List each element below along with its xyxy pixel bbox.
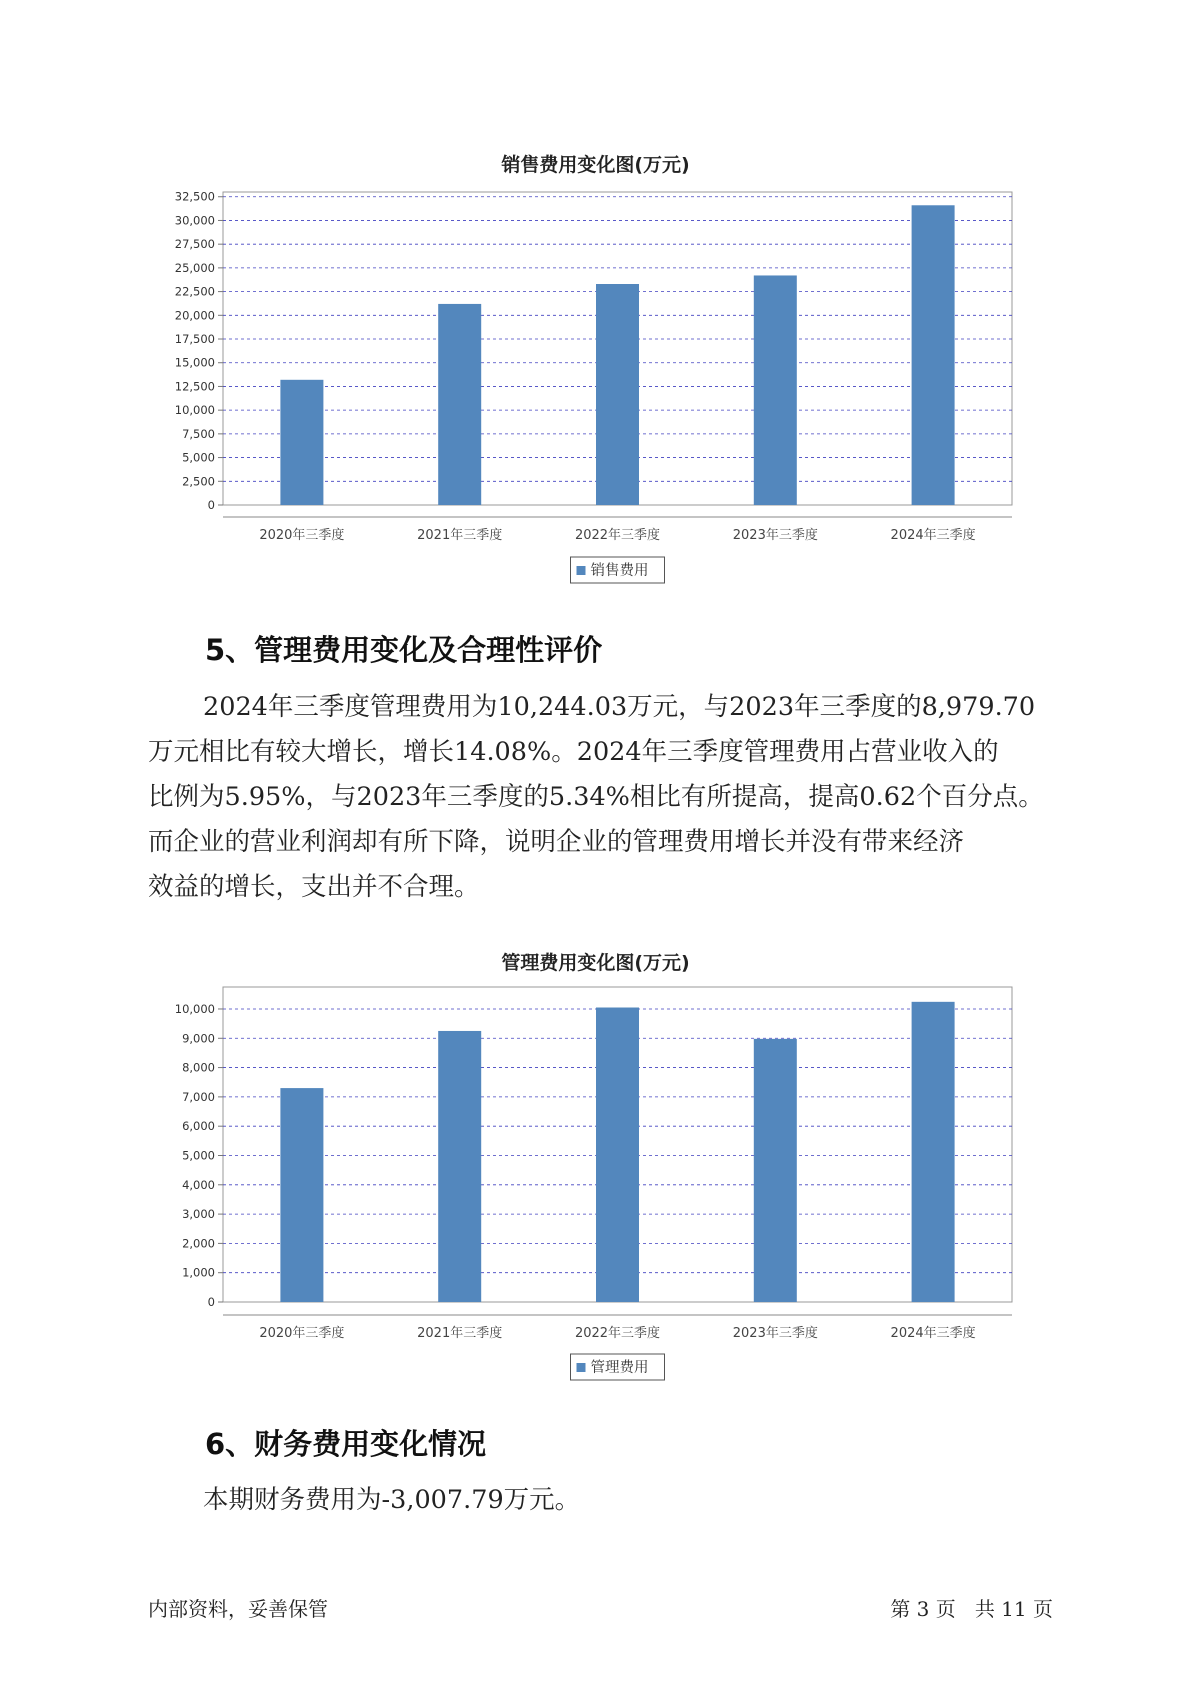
y-tick-label: 2,000 <box>182 1236 215 1251</box>
section-6-heading: 6、财务费用变化情况 <box>205 1427 487 1461</box>
y-tick-label: 0 <box>207 498 215 512</box>
x-tick-label: 2024年三季度 <box>890 528 976 543</box>
x-tick-label: 2024年三季度 <box>890 1326 976 1341</box>
y-tick-label: 5,000 <box>182 450 215 465</box>
y-tick-label: 12,500 <box>174 379 215 394</box>
y-tick-label: 5,000 <box>182 1148 215 1163</box>
section-5-heading: 5、管理费用变化及合理性评价 <box>205 633 603 667</box>
y-tick-label: 3,000 <box>182 1207 215 1222</box>
y-tick-label: 20,000 <box>174 308 215 323</box>
y-tick-label: 10,000 <box>174 1001 215 1016</box>
y-tick-label: 2,500 <box>182 474 215 489</box>
y-tick-label: 9,000 <box>182 1031 215 1046</box>
y-tick-label: 4,000 <box>182 1177 215 1192</box>
x-tick-label: 2022年三季度 <box>574 1326 661 1341</box>
y-tick-label: 8,000 <box>182 1060 215 1075</box>
paragraph-line: 万元相比有较大增长，增长14.08%。2024年三季度管理费用占营业收入的 <box>148 737 999 767</box>
legend-label: 销售费用 <box>590 563 649 579</box>
y-tick-label: 7,500 <box>182 426 215 441</box>
y-tick-label: 1,000 <box>182 1265 215 1280</box>
y-tick-label: 25,000 <box>174 260 215 275</box>
x-tick-label: 2021年三季度 <box>417 528 503 543</box>
footer-confidential: 内部资料，妥善保管 <box>148 1597 328 1621</box>
y-tick-label: 17,500 <box>174 332 215 347</box>
y-tick-label: 15,000 <box>174 355 215 370</box>
legend-label: 管理费用 <box>590 1360 649 1376</box>
bar-2020年三季度 <box>280 1088 323 1302</box>
paragraph-line: 比例为5.95%，与2023年三季度的5.34%相比有所提高，提高0.62个百分点。 <box>148 782 1044 812</box>
y-tick-label: 27,500 <box>174 237 215 252</box>
paragraph-line: 效益的增长，支出并不合理。 <box>148 872 480 902</box>
paragraph-line: 2024年三季度管理费用为10,244.03万元，与2023年三季度的8,979.70 <box>203 692 1036 722</box>
y-tick-label: 6,000 <box>182 1119 215 1134</box>
x-tick-label: 2021年三季度 <box>417 1326 503 1341</box>
y-tick-label: 22,500 <box>174 284 215 299</box>
bar-2021年三季度 <box>438 1031 481 1302</box>
bar-2023年三季度 <box>754 1039 797 1302</box>
y-tick-label: 0 <box>207 1295 215 1309</box>
x-tick-label: 2020年三季度 <box>259 528 345 543</box>
y-tick-label: 7,000 <box>182 1089 215 1104</box>
x-tick-label: 2023年三季度 <box>732 528 818 543</box>
bar-2022年三季度 <box>596 1008 639 1302</box>
legend-swatch <box>577 1363 586 1372</box>
y-tick-label: 10,000 <box>174 403 215 418</box>
y-tick-label: 30,000 <box>174 213 215 228</box>
x-tick-label: 2022年三季度 <box>574 528 661 543</box>
x-tick-label: 2020年三季度 <box>259 1326 345 1341</box>
section-6-paragraph <box>148 1478 1068 1523</box>
y-tick-label: 32,500 <box>174 189 215 204</box>
x-tick-label: 2023年三季度 <box>732 1326 818 1341</box>
paragraph-line: 本期财务费用为-3,007.79万元。 <box>203 1485 581 1515</box>
admin-chart-title: 管理费用变化图(万元) <box>501 952 690 974</box>
footer-page-number: 第 3 页 共 11 页 <box>890 1597 1053 1621</box>
bar-2024年三季度 <box>912 1002 955 1302</box>
paragraph-line: 而企业的营业利润却有所下降，说明企业的管理费用增长并没有带来经济 <box>148 827 965 857</box>
sales-chart-title: 销售费用变化图(万元) <box>501 154 690 176</box>
